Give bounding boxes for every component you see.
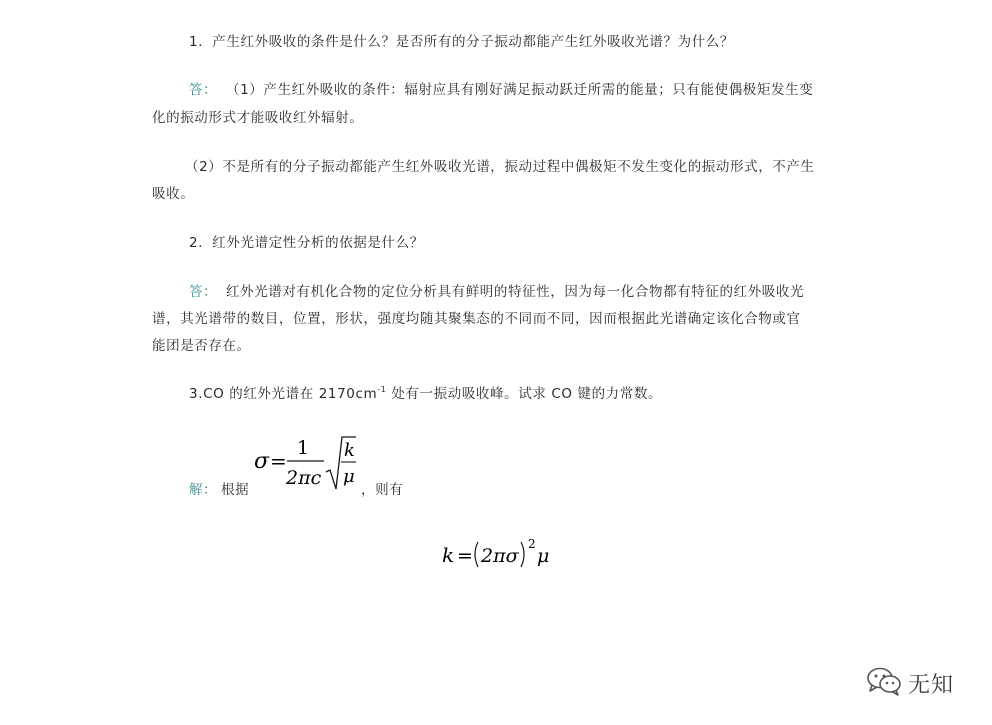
formula2-inner: 2πσ	[481, 545, 519, 567]
q2-answer-line1: 红外光谱对有机化合物的定位分析具有鲜明的特征性，因为每一化合物都有特征的红外吸收光	[226, 284, 805, 300]
wechat-icon	[866, 666, 902, 696]
formula2-lhs: k	[442, 543, 455, 567]
q3-solution-then: ，则有	[361, 482, 404, 498]
q3-question-post: 处有一振动吸收峰。试求 CO 键的力常数。	[386, 386, 663, 402]
formula2-exp: 2	[528, 537, 536, 551]
formula1-eq: =	[270, 449, 287, 473]
formula2-rparen	[521, 542, 524, 567]
formula2-eq: =	[457, 545, 473, 567]
formula1-num: 1	[297, 437, 310, 459]
q3-solution-text: 根据	[221, 482, 250, 498]
formula1-den: 2πc	[286, 467, 322, 489]
q2-answer-line3: 能团是否存在。	[152, 338, 251, 354]
q3-question	[189, 382, 662, 402]
q2-answer-line2: 谱，其光谱带的数目，位置，形状，强度均随其聚集态的不同而不同，因而根据此光谱确定该化合物或官	[152, 311, 801, 327]
formula2-rhs: μ	[537, 545, 550, 567]
formula2-lparen	[475, 542, 478, 567]
q1-question: 1．产生红外吸收的条件是什么？是否所有的分子振动都能产生红外吸收光谱？为什么？	[189, 34, 734, 50]
formula1-root-den: μ	[343, 466, 355, 487]
q1-answer-p2-line1: （2）不是所有的分子振动都能产生红外吸收光谱，振动过程中偶极矩不发生变化的振动形式，不产生	[185, 159, 815, 175]
q2-answer-label: 答：	[189, 284, 218, 300]
q1-answer-label: 答：	[189, 82, 218, 98]
q1-answer-p2-line2: 吸收。	[152, 186, 195, 202]
q1-answer-p1-line1: （1）产生红外吸收的条件：辐射应具有刚好满足振动跃迁所需的能量；只有能使偶极矩发生变	[226, 82, 814, 98]
formula-sigma	[252, 434, 362, 494]
q3-solution-label: 解：	[189, 482, 218, 498]
q3-question-pre: 3.CO 的红外光谱在 2170cm	[189, 386, 378, 402]
formula1-lhs: σ	[254, 449, 270, 474]
q2-question: 2．红外光谱定性分析的依据是什么？	[189, 235, 424, 251]
formula-k	[440, 536, 560, 576]
q1-answer-p1-line2: 化的振动形式才能吸收红外辐射。	[152, 110, 364, 126]
watermark-text: 无知	[908, 673, 955, 698]
q3-question-sup: -1	[377, 385, 387, 394]
formula1-root-num: k	[344, 440, 355, 461]
